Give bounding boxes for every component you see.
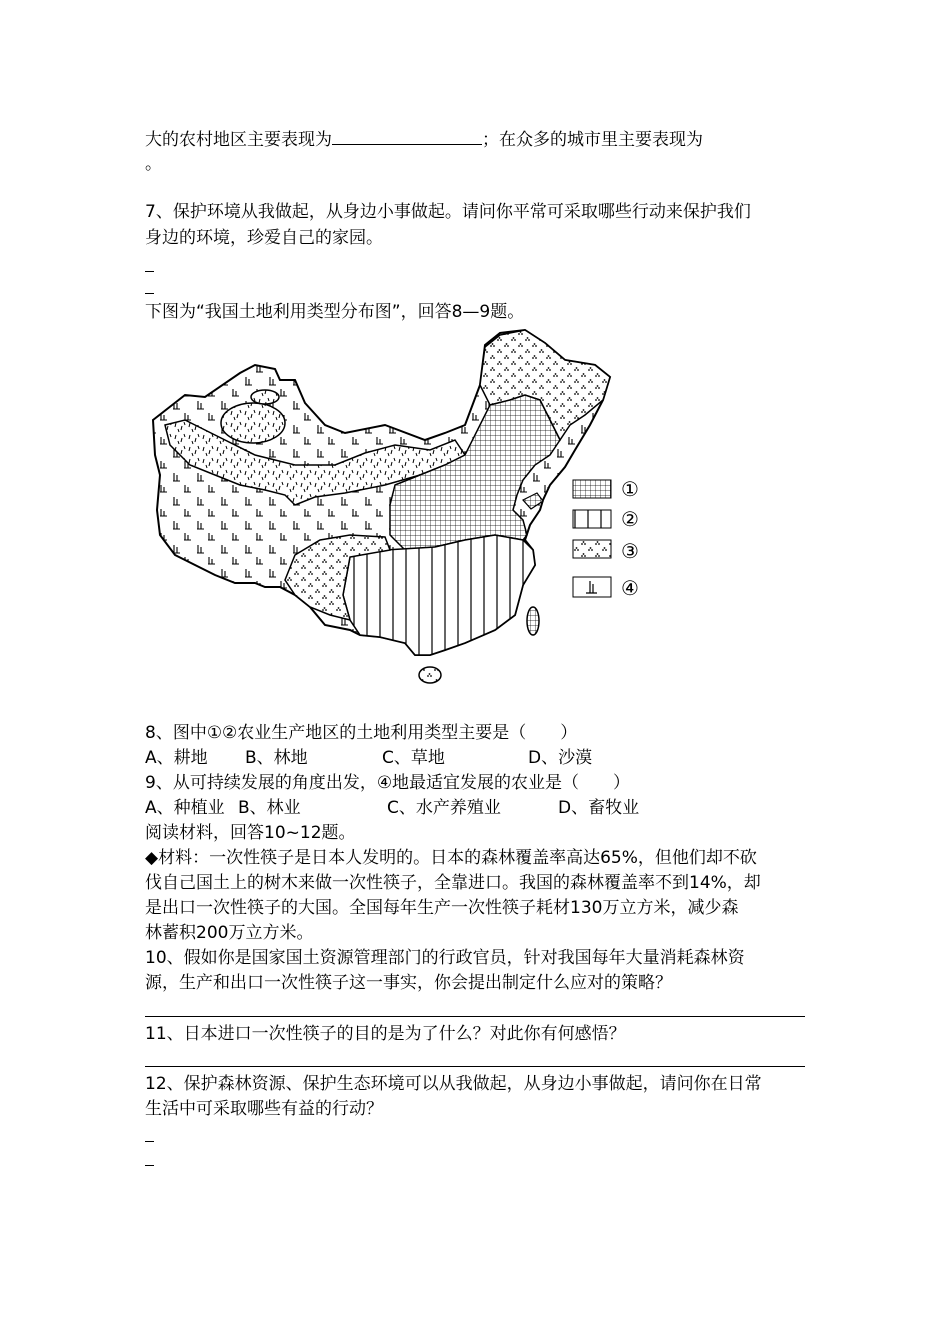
q10-answer-line[interactable]: [145, 1016, 805, 1017]
legend-swatch-3: [573, 540, 611, 558]
q8-option-c[interactable]: C、草地: [382, 748, 445, 768]
q8-stem: 8、图中①②农业生产地区的土地利用类型主要是（ ）: [145, 723, 578, 743]
q10-line1: 10、假如你是国家国土资源管理部门的行政官员，针对我国每年大量消耗森林资: [145, 948, 745, 968]
q6-tail-line: [145, 126, 703, 152]
q6-text-end: ；在众多的城市里主要表现为: [482, 130, 703, 150]
land-use-map: [145, 325, 665, 695]
q9-option-b[interactable]: B、林业: [238, 798, 301, 818]
q11-text: 11、日本进口一次性筷子的目的是为了什么？对此你有何感悟？: [145, 1024, 626, 1044]
q9-option-d[interactable]: D、畜牧业: [558, 798, 640, 818]
island-taiwan: [527, 607, 539, 635]
legend-label-2: ②: [621, 507, 639, 531]
q8-option-a[interactable]: A、耕地: [145, 748, 208, 768]
region-basin-north: [251, 390, 279, 404]
material-line1: ◆材料：一次性筷子是日本人发明的。日本的森林覆盖率高达65%，但他们却不砍: [145, 848, 757, 868]
q12-answer-line-1[interactable]: [145, 1141, 154, 1142]
q10-line2: 源，生产和出口一次性筷子这一事实，你会提出制定什么应对的策略？: [145, 973, 672, 993]
q11-answer-line[interactable]: [145, 1066, 805, 1067]
q9-option-a[interactable]: A、种植业: [145, 798, 225, 818]
q9-option-c[interactable]: C、水产养殖业: [387, 798, 501, 818]
material-line3: 是出口一次性筷子的大国。全国每年生产一次性筷子耗材130万立方米，减少森: [145, 898, 739, 918]
q12-answer-line-2[interactable]: [145, 1165, 154, 1166]
q6-answer-blank[interactable]: [332, 126, 482, 145]
legend-label-4: ④: [621, 576, 639, 600]
q12-line2: 生活中可采取哪些有益的行动？: [145, 1099, 383, 1119]
material-line2: 伐自己国土上的树木来做一次性筷子，全靠进口。我国的森林覆盖率不到14%，却: [145, 873, 761, 893]
legend-swatch-1: [573, 480, 611, 498]
material-line4: 林蓄积200万立方米。: [145, 923, 314, 943]
q9-stem: 9、从可持续发展的角度出发，④地最适宜发展的农业是（ ）: [145, 773, 631, 793]
q7-answer-line-2[interactable]: [145, 293, 154, 294]
material-intro: 阅读材料，回答10~12题。: [145, 823, 356, 843]
island-hainan: [419, 667, 441, 683]
map-intro: 下图为“我国土地利用类型分布图”，回答8—9题。: [145, 302, 525, 322]
q8-option-b[interactable]: B、林地: [245, 748, 308, 768]
q6-tail-end: 。: [145, 154, 162, 174]
legend-swatch-4: [573, 577, 611, 597]
q7-line1: 7、保护环境从我做起，从身边小事做起。请问你平常可采取哪些行动来保护我们: [145, 202, 751, 222]
q6-text-start: 大的农村地区主要表现为: [145, 130, 332, 150]
legend-label-1: ①: [621, 477, 639, 501]
q12-line1: 12、保护森林资源、保护生态环境可以从我做起，从身边小事做起，请问你在日常: [145, 1074, 762, 1094]
q8-option-d[interactable]: D、沙漠: [528, 748, 593, 768]
q7-line2: 身边的环境，珍爱自己的家园。: [145, 228, 383, 248]
q7-answer-line-1[interactable]: [145, 271, 154, 272]
legend-swatch-2: [573, 510, 611, 528]
legend-label-3: ③: [621, 539, 639, 563]
region-basin: [221, 403, 285, 443]
map-legend: [573, 477, 639, 600]
